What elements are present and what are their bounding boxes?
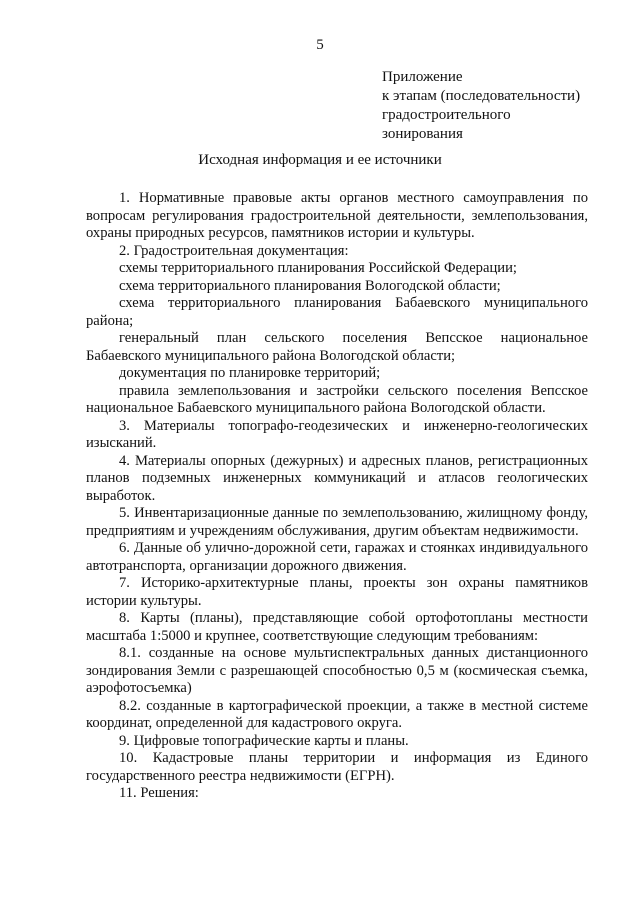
list-item: схемы территориального планирования Российской Федерации; (119, 260, 517, 276)
list-item: 6. Данные об улично-дорожной сети, гаражах и стоянках индивидуального автотранспорта, организации дорожного движения. (86, 540, 588, 574)
section-title: Исходная информация и ее источники (198, 152, 442, 168)
page-number: 5 (316, 37, 324, 53)
list-item: 2. Градостроительная документация: (119, 242, 349, 259)
list-item: схема территориального планирования Вологодской области; (119, 277, 501, 294)
list-item: 9. Цифровые топографические карты и планы. (119, 732, 409, 749)
list-item: 7. Историко-архитектурные планы, проекты зон охраны памятников истории культуры. (86, 575, 588, 609)
list-item: генеральный план сельского поселения Вепсское национальное Бабаевского муниципального района Вологодской области; (86, 330, 588, 364)
document-body (86, 190, 588, 803)
list-item: 8.1. созданные на основе мультиспектральных данных дистанционного зондирования Земли с разрешающей способностью 0,5 м (космическая съемка, аэрофотосъемка) (86, 645, 588, 696)
list-item: 10. Кадастровые планы территории и информация из Единого государственного реестра недвижимости (ЕГРН). (86, 750, 588, 784)
list-item: 4. Материалы опорных (дежурных) и адресных планов, регистрационных планов подземных инженерных коммуникаций и атласов геологических выработок. (86, 452, 588, 504)
list-item: правила землепользования и застройки сельского поселения Вепсское национальное Бабаевского муниципального района Вологодской области. (86, 382, 588, 416)
appendix-line: Приложение (382, 69, 463, 85)
appendix-line: к этапам (последовательности) (382, 88, 581, 104)
appendix-line: зонирования (382, 126, 463, 142)
list-item: 3. Материалы топографо-геодезических и инженерно-геологических изысканий. (86, 417, 588, 451)
list-item: 11. Решения: (119, 785, 199, 801)
list-item: 8.2. созданные в картографической проекции, а также в местной системе координат, определенной для кадастрового округа. (86, 697, 588, 731)
list-item: 8. Карты (планы), представляющие собой ортофотопланы местности масштаба 1:5000 и крупнее, соответствующие следующим требованиям: (86, 610, 588, 644)
list-item: 5. Инвентаризационные данные по землепользованию, жилищному фонду, предприятиям и учреждениям обслуживания, другим объектам недвижимости. (86, 505, 588, 539)
list-item: документация по планировке территорий; (119, 365, 381, 381)
list-item: 1. Нормативные правовые акты органов местного самоуправления по вопросам регулирования градостроительной деятельности, землепользования, охраны природных ресурсов, памятников истории и культуры. (86, 190, 588, 241)
appendix-line: градостроительного (382, 107, 511, 123)
list-item: схема территориального планирования Бабаевского муниципального района; (86, 295, 588, 329)
appendix-header (382, 68, 580, 144)
